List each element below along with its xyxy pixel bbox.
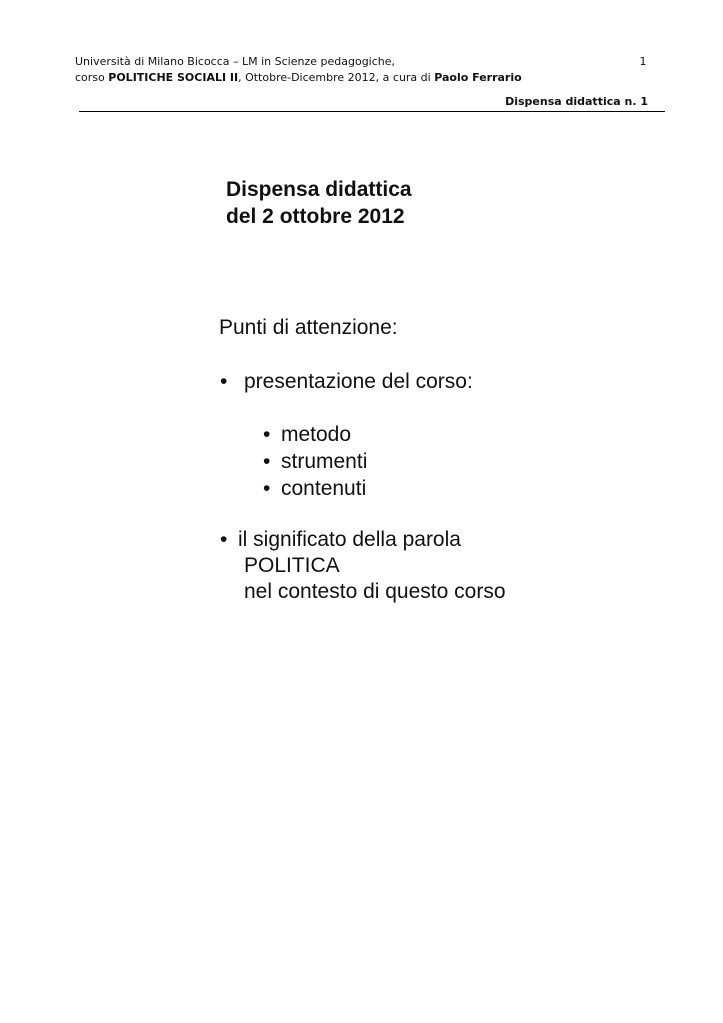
- course-name: POLITICHE SOCIALI II: [108, 71, 239, 84]
- header-university-line: Università di Milano Bicocca – LM in Scienze pedagogiche,: [75, 55, 396, 68]
- bullet-dot: •: [263, 450, 271, 473]
- slide-title-line1: Dispensa didattica: [226, 178, 412, 201]
- bullet-dot: •: [220, 370, 228, 393]
- subbullet-text: contenuti: [281, 477, 367, 500]
- bullet-presentation: [220, 369, 473, 395]
- page-number: 1: [639, 55, 647, 68]
- bullet-dot: •: [220, 528, 228, 551]
- page-header: [0, 0, 723, 120]
- subbullet-contenuti: [263, 476, 366, 502]
- subbullet-strumenti: [263, 449, 367, 475]
- slide-title: [226, 176, 412, 230]
- bullet-politica-definition: [220, 527, 461, 553]
- politica-word: POLITICA: [244, 554, 340, 577]
- politica-context: nel contesto di questo corso: [244, 580, 506, 603]
- slide-title-line2: del 2 ottobre 2012: [226, 205, 405, 228]
- course-dates: , Ottobre-Dicembre 2012, a cura di: [238, 71, 435, 84]
- subbullet-text: metodo: [281, 423, 352, 446]
- bullet-text: presentazione del corso:: [244, 370, 473, 393]
- header-course-line: [75, 70, 522, 85]
- bullet-dot: •: [263, 477, 271, 500]
- author-name: Paolo Ferrario: [434, 71, 522, 84]
- document-label: Dispensa didattica n. 1: [505, 95, 648, 108]
- bullet-text: il significato della parola: [238, 528, 461, 551]
- course-prefix: corso: [75, 71, 109, 84]
- header-divider: [79, 111, 665, 112]
- subbullet-metodo: [263, 422, 351, 448]
- bullet-dot: •: [263, 423, 271, 446]
- subbullet-text: strumenti: [281, 450, 368, 473]
- attention-heading: Punti di attenzione:: [219, 316, 398, 339]
